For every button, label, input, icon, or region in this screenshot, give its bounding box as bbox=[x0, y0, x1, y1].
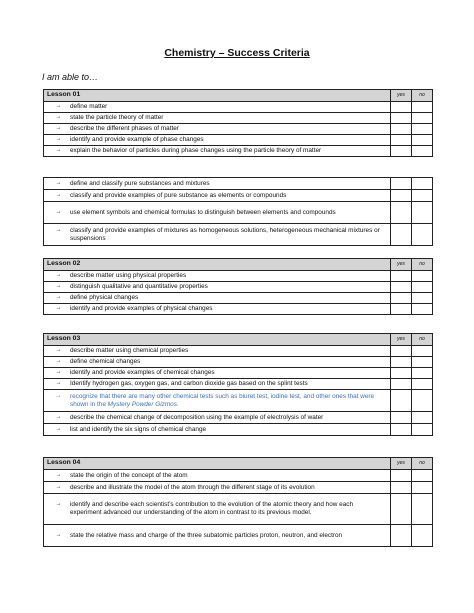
criteria-row bbox=[44, 146, 433, 157]
yes-checkbox[interactable] bbox=[391, 482, 412, 494]
no-checkbox[interactable] bbox=[412, 190, 433, 202]
yes-checkbox[interactable] bbox=[391, 494, 412, 525]
no-checkbox[interactable] bbox=[412, 282, 433, 293]
criteria-row bbox=[44, 135, 433, 146]
criteria-row bbox=[44, 412, 433, 424]
criteria-text: identify and describe each scientist’s contribution to the evolution of the atomic theory and how each experiment advanced our understanding of the atom in contrast to its previous model. bbox=[70, 501, 354, 516]
criteria-row bbox=[44, 190, 433, 202]
arrow-icon: → bbox=[55, 471, 62, 478]
criteria-text: identify and provide examples of physical changes bbox=[70, 305, 213, 312]
no-checkbox[interactable] bbox=[412, 379, 433, 390]
criteria-text: identify and provide examples of chemical changes bbox=[70, 369, 215, 376]
arrow-icon: → bbox=[55, 147, 62, 153]
criteria-text: describe the different phases of matter bbox=[70, 125, 179, 132]
yes-checkbox[interactable] bbox=[391, 271, 412, 282]
lesson-header bbox=[44, 259, 433, 271]
arrow-icon: → bbox=[55, 226, 62, 233]
lesson-label: Lesson 02 bbox=[44, 259, 391, 271]
lesson-label: Lesson 03 bbox=[44, 334, 391, 346]
no-checkbox[interactable] bbox=[412, 368, 433, 379]
criteria-row bbox=[44, 113, 433, 124]
criteria-row bbox=[44, 494, 433, 525]
criteria-text: define and classify pure substances and mixtures bbox=[70, 179, 210, 187]
no-checkbox[interactable] bbox=[412, 178, 433, 190]
note-end: . bbox=[176, 400, 179, 408]
yes-checkbox[interactable] bbox=[391, 379, 412, 390]
no-checkbox[interactable] bbox=[412, 135, 433, 146]
arrow-icon: → bbox=[55, 103, 62, 109]
arrow-icon: → bbox=[55, 358, 62, 364]
criteria-row bbox=[44, 470, 433, 482]
yes-checkbox[interactable] bbox=[391, 346, 412, 357]
arrow-icon: → bbox=[55, 114, 62, 120]
criteria-text: state the origin of the concept of the atom bbox=[70, 471, 188, 479]
criteria-row bbox=[44, 357, 433, 368]
intro-text: I am able to… bbox=[42, 72, 99, 82]
no-column-header: no bbox=[412, 334, 433, 346]
yes-checkbox[interactable] bbox=[391, 293, 412, 304]
yes-checkbox[interactable] bbox=[391, 424, 412, 436]
arrow-icon: → bbox=[55, 179, 62, 186]
no-column-header: no bbox=[412, 259, 433, 271]
criteria-text: list and identify the six signs of chemical change bbox=[70, 425, 207, 433]
yes-checkbox[interactable] bbox=[391, 304, 412, 315]
no-checkbox[interactable] bbox=[412, 304, 433, 315]
no-checkbox[interactable] bbox=[412, 271, 433, 282]
criteria-text: explain the behavior of particles during phase changes using the particle theory of matter bbox=[70, 147, 322, 154]
yes-column-header: yes bbox=[391, 259, 412, 271]
criteria-text: describe matter using physical properties bbox=[70, 272, 187, 279]
yes-checkbox[interactable] bbox=[391, 113, 412, 124]
yes-checkbox[interactable] bbox=[391, 470, 412, 482]
arrow-icon: → bbox=[55, 136, 62, 142]
arrow-icon: → bbox=[55, 347, 62, 353]
criteria-row bbox=[44, 368, 433, 379]
no-checkbox[interactable] bbox=[412, 525, 433, 547]
criteria-text: state the particle theory of matter bbox=[70, 114, 164, 121]
yes-column-header: yes bbox=[391, 334, 412, 346]
criteria-row bbox=[44, 346, 433, 357]
criteria-row bbox=[44, 482, 433, 494]
no-checkbox[interactable] bbox=[412, 124, 433, 135]
criteria-row bbox=[44, 178, 433, 190]
yes-checkbox[interactable] bbox=[391, 102, 412, 113]
arrow-icon: → bbox=[55, 413, 62, 420]
criteria-row bbox=[44, 293, 433, 304]
criteria-text: state the relative mass and charge of the three subatomic particles proton, neutron, and electron bbox=[70, 531, 343, 539]
no-checkbox[interactable] bbox=[412, 224, 433, 246]
criteria-row bbox=[44, 102, 433, 113]
no-column-header: no bbox=[412, 458, 433, 470]
criteria-text: define matter bbox=[70, 103, 108, 110]
yes-checkbox[interactable] bbox=[391, 190, 412, 202]
no-checkbox[interactable] bbox=[412, 424, 433, 436]
page-title: Chemistry – Success Criteria bbox=[164, 47, 310, 59]
no-checkbox[interactable] bbox=[412, 470, 433, 482]
criteria-text: describe the chemical change of decomposition using the example of electrolysis of water bbox=[70, 413, 324, 421]
criteria-row bbox=[44, 424, 433, 436]
arrow-icon: → bbox=[55, 208, 62, 215]
criteria-text: use element symbols and chemical formulas to distinguish between elements and compounds bbox=[70, 208, 336, 216]
criteria-text: define physical changes bbox=[70, 294, 139, 301]
yes-checkbox[interactable] bbox=[391, 525, 412, 547]
arrow-icon: → bbox=[55, 305, 62, 311]
criteria-text: classify and provide examples of pure substance as elements or compounds bbox=[70, 191, 287, 199]
criteria-row bbox=[44, 202, 433, 224]
no-checkbox[interactable] bbox=[412, 113, 433, 124]
criteria-text: describe matter using chemical properties bbox=[70, 347, 189, 354]
yes-checkbox[interactable] bbox=[391, 146, 412, 157]
yes-checkbox[interactable] bbox=[391, 412, 412, 424]
criteria-text: define chemical changes bbox=[70, 358, 141, 365]
yes-checkbox[interactable] bbox=[391, 135, 412, 146]
criteria-row bbox=[44, 271, 433, 282]
no-checkbox[interactable] bbox=[412, 357, 433, 368]
yes-checkbox[interactable] bbox=[391, 282, 412, 293]
criteria-text: identify and provide example of phase changes bbox=[70, 136, 204, 143]
yes-column-header: yes bbox=[391, 458, 412, 470]
yes-checkbox[interactable] bbox=[391, 390, 412, 412]
arrow-icon: → bbox=[55, 501, 62, 507]
lesson-01-table bbox=[43, 89, 433, 157]
criteria-row bbox=[44, 525, 433, 547]
criteria-row bbox=[44, 304, 433, 315]
lesson-03-table bbox=[43, 333, 433, 436]
arrow-icon: → bbox=[55, 483, 62, 490]
lesson-01-continued-table bbox=[43, 177, 433, 246]
arrow-icon: → bbox=[55, 191, 62, 198]
no-checkbox[interactable] bbox=[412, 202, 433, 224]
lesson-header bbox=[44, 458, 433, 470]
lesson-02-table bbox=[43, 258, 433, 315]
no-checkbox[interactable] bbox=[412, 412, 433, 424]
yes-checkbox[interactable] bbox=[391, 124, 412, 135]
criteria-row bbox=[44, 379, 433, 390]
yes-checkbox[interactable] bbox=[391, 202, 412, 224]
arrow-icon: → bbox=[55, 425, 62, 432]
arrow-icon: → bbox=[55, 283, 62, 289]
arrow-icon: → bbox=[55, 392, 62, 399]
yes-checkbox[interactable] bbox=[391, 368, 412, 379]
no-checkbox[interactable] bbox=[412, 346, 433, 357]
criteria-row bbox=[44, 124, 433, 135]
arrow-icon: → bbox=[55, 272, 62, 278]
arrow-icon: → bbox=[55, 125, 62, 131]
arrow-icon: → bbox=[55, 531, 62, 538]
criteria-text: Identify hydrogen gas, oxygen gas, and carbon dioxide gas based on the splint tests bbox=[70, 380, 308, 387]
no-checkbox[interactable] bbox=[412, 102, 433, 113]
no-checkbox[interactable] bbox=[412, 390, 433, 412]
lesson-04-table bbox=[43, 457, 433, 547]
lesson-label: Lesson 04 bbox=[44, 458, 391, 470]
arrow-icon: → bbox=[55, 369, 62, 375]
criteria-row bbox=[44, 282, 433, 293]
arrow-icon: → bbox=[55, 380, 62, 386]
yes-checkbox[interactable] bbox=[391, 178, 412, 190]
no-checkbox[interactable] bbox=[412, 146, 433, 157]
arrow-icon: → bbox=[55, 294, 62, 300]
no-checkbox[interactable] bbox=[412, 494, 433, 525]
lesson-header bbox=[44, 90, 433, 102]
criteria-text: classify and provide examples of mixtures as homogeneous solutions, heterogeneous mechanical mixtures or suspensions bbox=[70, 226, 380, 242]
no-checkbox[interactable] bbox=[412, 482, 433, 494]
criteria-note-text bbox=[70, 393, 380, 409]
yes-checkbox[interactable] bbox=[391, 224, 412, 246]
lesson-header bbox=[44, 334, 433, 346]
yes-column-header: yes bbox=[391, 90, 412, 102]
note-gizmo-title: Mystery Powder Gizmos bbox=[107, 400, 177, 408]
criteria-row-note bbox=[44, 390, 433, 412]
no-column-header: no bbox=[412, 90, 433, 102]
no-checkbox[interactable] bbox=[412, 293, 433, 304]
criteria-text: describe and illustrate the model of the atom through the different stage of its evolution bbox=[70, 483, 315, 491]
yes-checkbox[interactable] bbox=[391, 357, 412, 368]
criteria-row bbox=[44, 224, 433, 246]
lesson-label: Lesson 01 bbox=[44, 90, 391, 102]
note-text: recognize that there are many other chemical tests such as biuret test, iodine test, and other ones that were shown in the bbox=[70, 392, 375, 408]
criteria-text: distinguish qualitative and quantitative properties bbox=[70, 283, 208, 290]
